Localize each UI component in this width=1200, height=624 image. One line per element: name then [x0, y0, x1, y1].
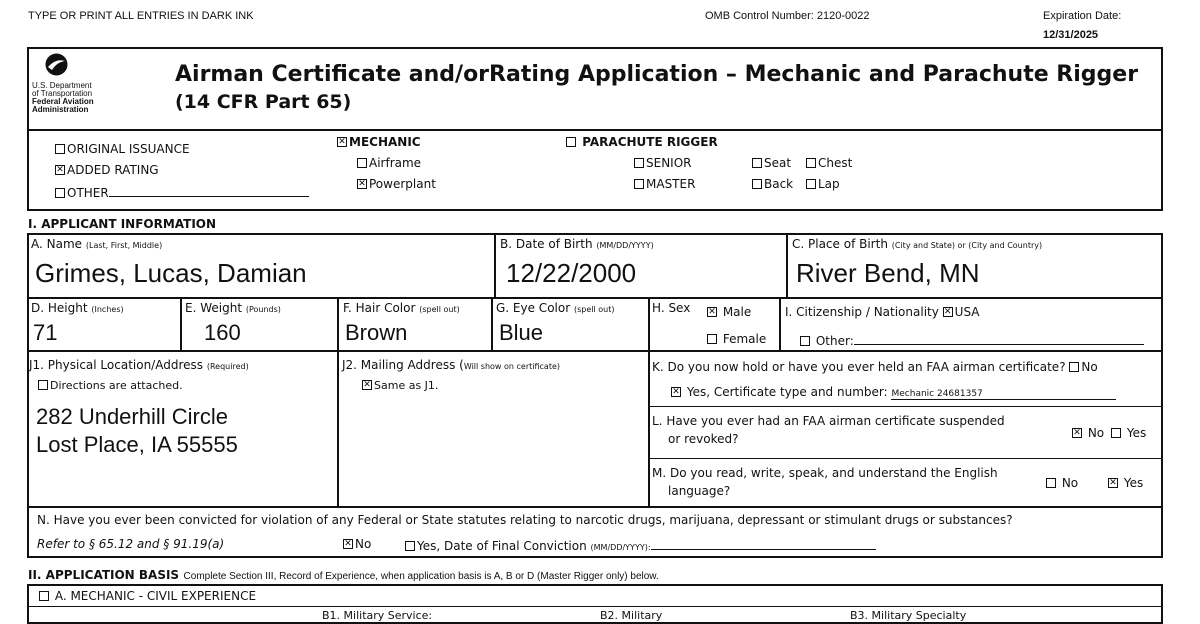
omb-number: OMB Control Number: 2120-0022	[705, 10, 870, 22]
other-checkbox[interactable]	[55, 188, 65, 198]
senior-option[interactable]: SENIOR	[634, 156, 692, 170]
form-subtitle: (14 CFR Part 65)	[175, 91, 352, 113]
civil-experience-option[interactable]: A. MECHANIC - CIVIL EXPERIENCE	[39, 589, 256, 603]
l-yes-checkbox[interactable]	[1111, 428, 1121, 438]
powerplant-checkbox[interactable]	[357, 179, 367, 189]
j2-label: J2. Mailing Address (Will show on certificate)	[342, 358, 561, 372]
row-divider	[27, 506, 1163, 508]
same-as-j1-checkbox[interactable]	[362, 380, 372, 390]
k-no-checkbox[interactable]	[1069, 362, 1079, 372]
back-checkbox[interactable]	[752, 179, 762, 189]
pob-label: C. Place of Birth (City and State) or (City and Country)	[792, 237, 1043, 251]
b1-label: B1. Military Service:	[322, 609, 433, 622]
n-yes-checkbox[interactable]	[405, 541, 415, 551]
dob-label: B. Date of Birth (MM/DD/YYYY)	[500, 237, 654, 251]
pob-field[interactable]: River Bend, MN	[796, 258, 980, 288]
k-yes-option[interactable]: ✕ Yes, Certificate type and number: Mechanic 24681357	[671, 385, 1116, 400]
col-divider	[779, 297, 781, 352]
usa-checkbox[interactable]	[943, 307, 953, 317]
seat-option[interactable]: Seat	[752, 156, 791, 170]
l-no-option[interactable]: ✕ No	[1072, 426, 1104, 440]
weight-field[interactable]: 160	[204, 320, 241, 345]
hair-field[interactable]: Brown	[345, 320, 408, 345]
ink-notice: TYPE OR PRINT ALL ENTRIES IN DARK INK	[28, 10, 254, 22]
citizenship-label: I. Citizenship / Nationality ✕ USA	[785, 305, 980, 319]
row-divider	[27, 606, 1163, 607]
master-checkbox[interactable]	[634, 179, 644, 189]
senior-checkbox[interactable]	[634, 158, 644, 168]
male-option[interactable]: ✕ Male	[707, 305, 751, 319]
other-citizenship-field[interactable]	[854, 332, 1144, 345]
row-divider	[27, 297, 1163, 299]
section-1-heading: I. APPLICANT INFORMATION	[28, 217, 217, 231]
civil-experience-checkbox[interactable]	[39, 591, 49, 601]
b3-label: B3. Military Specialty	[850, 609, 967, 622]
original-issuance-checkbox[interactable]	[55, 144, 65, 154]
parachute-rigger-option[interactable]: PARACHUTE RIGGER	[566, 135, 718, 149]
physical-address-line2[interactable]: Lost Place, IA 55555	[36, 432, 238, 457]
other-option[interactable]: OTHER	[55, 184, 309, 200]
hair-label: F. Hair Color (spell out)	[343, 301, 460, 315]
physical-address-line1[interactable]: 282 Underhill Circle	[36, 404, 228, 429]
expiration-label: Expiration Date:	[1043, 10, 1122, 22]
airframe-checkbox[interactable]	[357, 158, 367, 168]
m-yes-checkbox[interactable]	[1108, 478, 1118, 488]
eye-label: G. Eye Color (spell out)	[496, 301, 615, 315]
m-question: M. Do you read, write, speak, and understand the English	[652, 466, 998, 480]
name-field[interactable]: Grimes, Lucas, Damian	[35, 258, 307, 288]
n-no-checkbox[interactable]	[343, 539, 353, 549]
conviction-date-field[interactable]	[651, 537, 876, 550]
l-question-cont: or revoked?	[668, 432, 739, 446]
l-yes-option[interactable]: Yes	[1111, 426, 1146, 440]
m-no-option[interactable]: No	[1046, 476, 1078, 490]
other-citizenship-option[interactable]: Other:	[800, 332, 1144, 348]
master-option[interactable]: MASTER	[634, 177, 695, 191]
airframe-option[interactable]: Airframe	[357, 156, 421, 170]
form-title: Airman Certificate and/orRating Application – Mechanic and Parachute Rigger	[175, 62, 1139, 87]
m-yes-option[interactable]: ✕ Yes	[1108, 476, 1143, 490]
male-checkbox[interactable]	[707, 307, 717, 317]
l-no-checkbox[interactable]	[1072, 428, 1082, 438]
col-divider	[648, 297, 650, 508]
powerplant-option[interactable]: ✕Powerplant	[357, 177, 436, 191]
n-question: N. Have you ever been convicted for violation of any Federal or State statutes relating to narcotic drugs, marijuana, depressant or stimulant drugs or substances?	[37, 513, 1013, 527]
added-rating-option[interactable]: ✕ADDED RATING	[55, 163, 159, 177]
lap-checkbox[interactable]	[806, 179, 816, 189]
sex-label: H. Sex	[652, 301, 691, 315]
row-divider	[27, 350, 1163, 352]
j1-label: J1. Physical Location/Address (Required)	[29, 358, 249, 372]
mechanic-checkbox[interactable]	[337, 137, 347, 147]
height-field[interactable]: 71	[33, 320, 58, 345]
other-field[interactable]	[109, 184, 309, 197]
back-option[interactable]: Back	[752, 177, 793, 191]
eye-field[interactable]: Blue	[499, 320, 544, 345]
m-no-checkbox[interactable]	[1046, 478, 1056, 488]
name-label: A. Name (Last, First, Middle)	[31, 237, 163, 251]
col-divider	[180, 297, 182, 352]
seat-checkbox[interactable]	[752, 158, 762, 168]
certificate-number-field[interactable]: Mechanic 24681357	[891, 389, 1116, 400]
section-2-heading: II. APPLICATION BASIS Complete Section III, Record of Experience, when application basis is A, B or D (Master Rigger only) below.	[28, 568, 659, 582]
k-yes-checkbox[interactable]	[671, 387, 681, 397]
n-refer: Refer to § 65.12 and § 91.19(a)	[37, 537, 225, 551]
female-checkbox[interactable]	[707, 334, 717, 344]
expiration-date: 12/31/2025	[1043, 29, 1099, 41]
n-yes-option[interactable]: Yes, Date of Final Conviction (MM/DD/YYYY):	[405, 537, 876, 553]
lap-option[interactable]: Lap	[806, 177, 840, 191]
m-question-cont: language?	[668, 484, 731, 498]
l-question: L. Have you ever had an FAA airman certificate suspended	[652, 414, 1005, 428]
mechanic-option[interactable]: ✕MECHANIC	[337, 135, 421, 149]
weight-label: E. Weight (Pounds)	[185, 301, 281, 315]
col-divider	[491, 297, 493, 352]
chest-checkbox[interactable]	[806, 158, 816, 168]
dot-logo-icon	[44, 52, 69, 77]
chest-option[interactable]: Chest	[806, 156, 852, 170]
title-box	[27, 47, 1163, 131]
other-citizenship-checkbox[interactable]	[800, 336, 810, 346]
col-divider	[494, 233, 496, 299]
k-question: K. Do you now hold or have you ever held an FAA airman certificate? No	[652, 360, 1098, 374]
directions-checkbox[interactable]	[38, 380, 48, 390]
col-divider	[786, 233, 788, 299]
row-divider	[648, 458, 1163, 459]
original-issuance-option[interactable]: ORIGINAL ISSUANCE	[55, 142, 190, 156]
added-rating-checkbox[interactable]	[55, 165, 65, 175]
parachute-rigger-checkbox[interactable]	[566, 137, 576, 147]
col-divider	[337, 297, 339, 508]
agency-name: U.S. Department of Transportation Federal Aviation Administration	[32, 81, 94, 114]
n-no-option[interactable]: ✕ No	[343, 537, 371, 551]
row-divider	[648, 406, 1163, 407]
dob-field[interactable]: 12/22/2000	[506, 258, 637, 288]
female-option[interactable]: Female	[707, 332, 766, 346]
b2-label: B2. Military	[600, 609, 663, 622]
same-as-j1-option[interactable]: ✕Same as J1.	[362, 379, 438, 392]
directions-option[interactable]: Directions are attached.	[38, 379, 183, 392]
height-label: D. Height (Inches)	[31, 301, 124, 315]
